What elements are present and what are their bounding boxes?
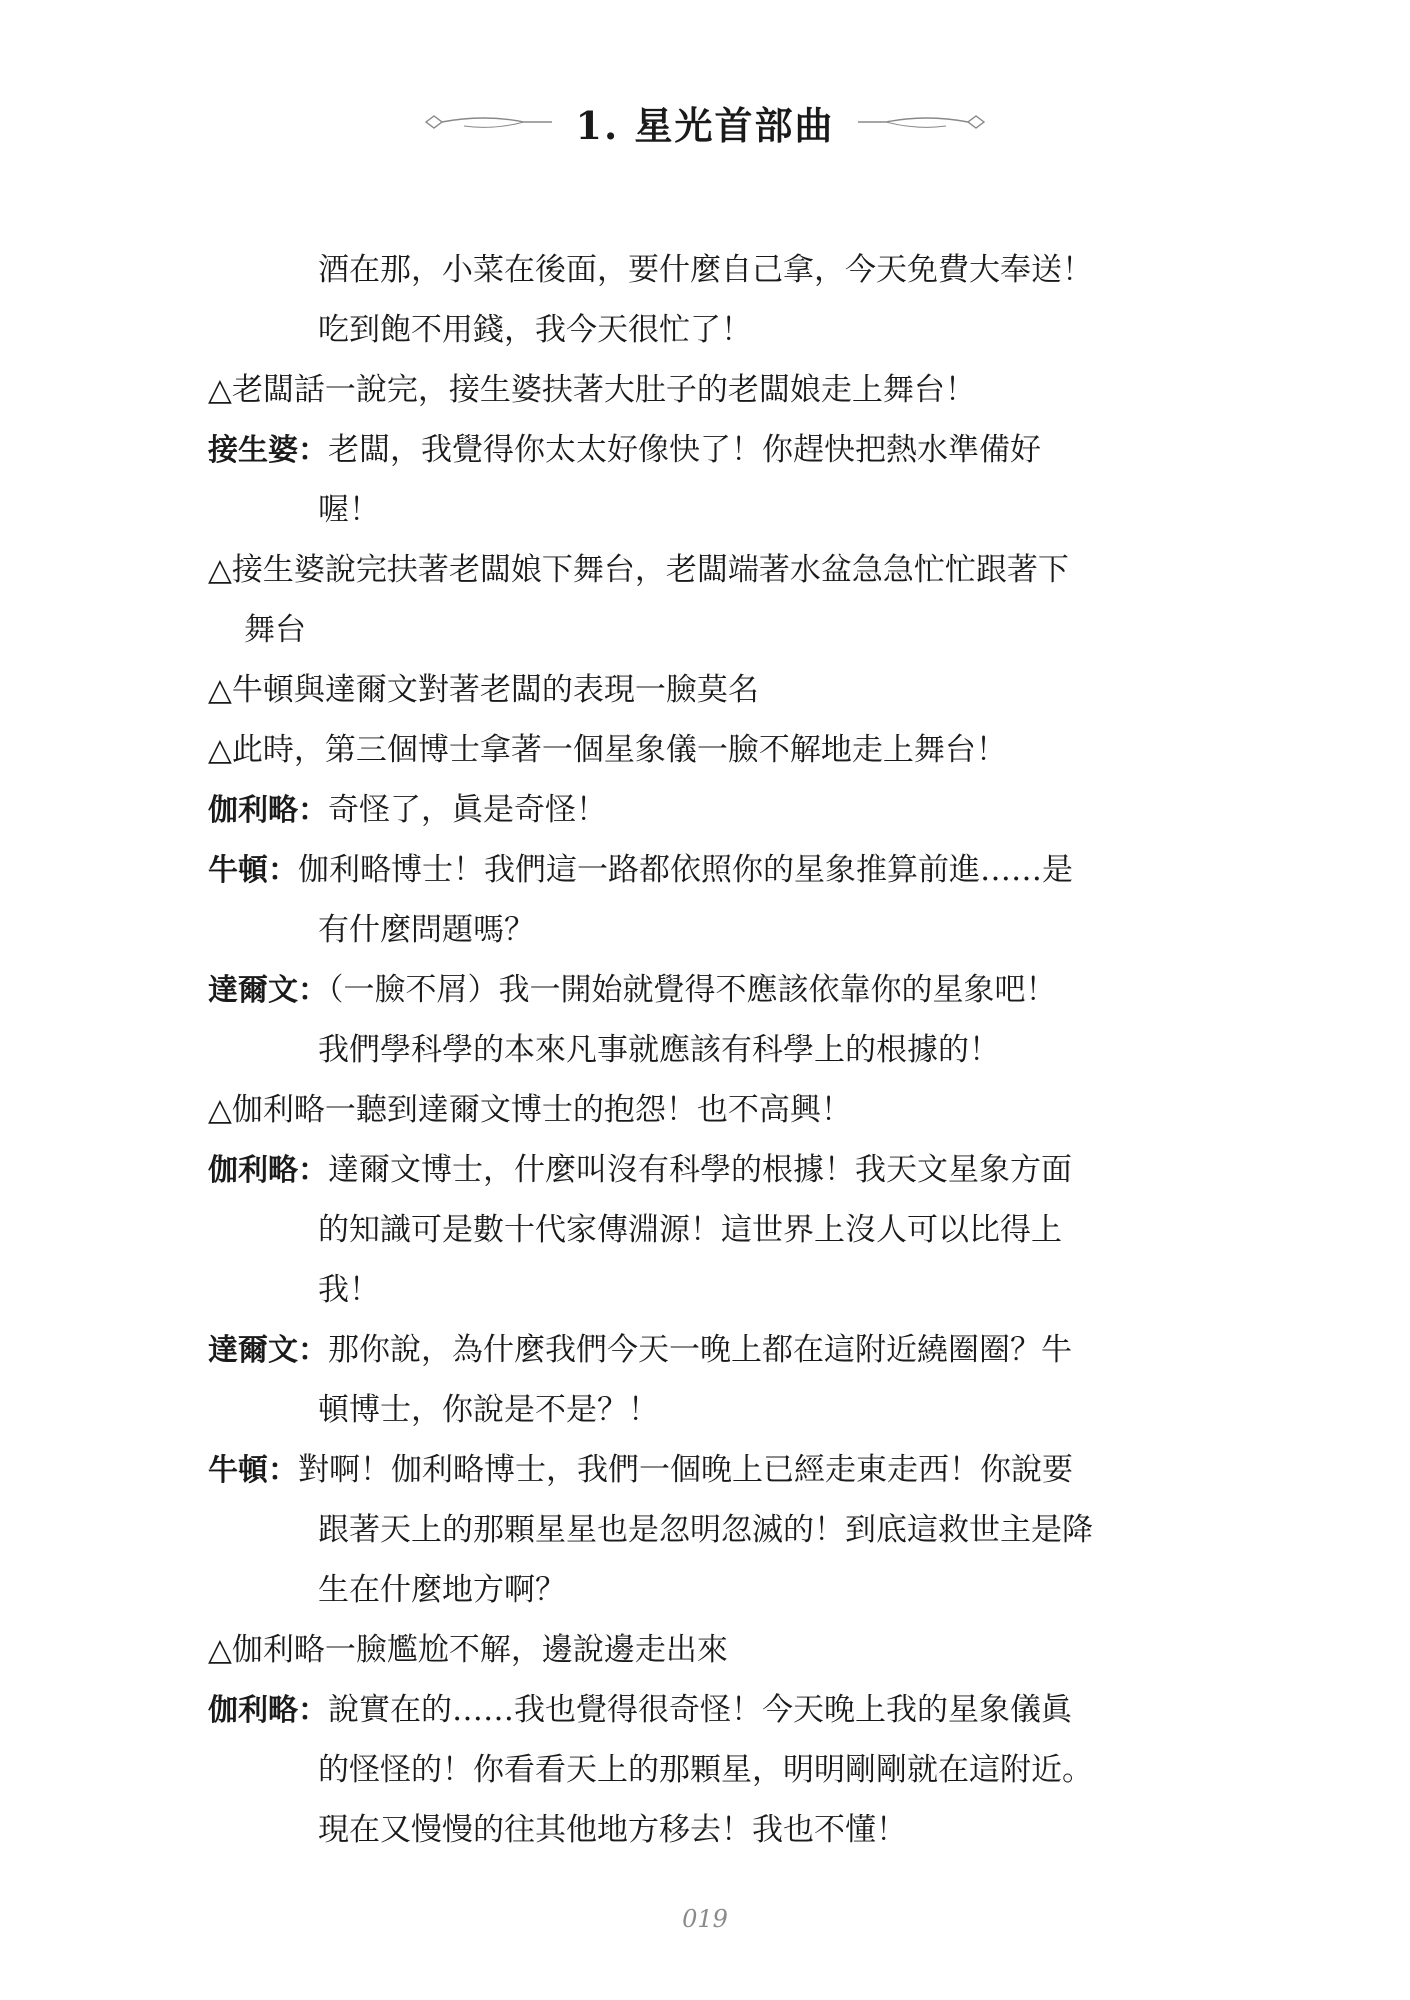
line-text: （一臉不屑）我一開始就覺得不應該依靠你的星象吧！ xyxy=(328,972,1057,1008)
speaker-name: 達爾文 xyxy=(208,1333,298,1368)
speaker-colon: ： xyxy=(268,853,298,888)
speaker-colon: ： xyxy=(268,1453,298,1488)
line-text: 那你說，為什麼我們今天一晚上都在這附近繞圈圈？牛 xyxy=(328,1332,1072,1368)
line-text: 的怪怪的！你看看天上的那顆星，明明剛剛就在這附近。 xyxy=(318,1752,1093,1788)
right-ornament-icon xyxy=(856,112,986,132)
speaker-name: 接生婆 xyxy=(208,433,298,468)
line-text: 生在什麼地方啊？ xyxy=(318,1572,566,1608)
script-line xyxy=(208,1500,1238,1560)
stage-direction xyxy=(208,360,1238,420)
speaker-colon: ： xyxy=(298,1333,328,1368)
script-line xyxy=(208,1800,1238,1860)
line-text: 舞台 xyxy=(244,612,306,648)
stage-direction xyxy=(208,660,1238,720)
line-text: 老闆，我覺得你太太好像快了！你趕快把熱水準備好 xyxy=(328,432,1041,468)
line-text: 現在又慢慢的往其他地方移去！我也不懂！ xyxy=(318,1812,907,1848)
speaker-colon: ： xyxy=(298,433,328,468)
stage-direction xyxy=(208,1080,1238,1140)
line-text: 我們學科學的本來凡事就應該有科學上的根據的！ xyxy=(318,1032,1000,1068)
script-line xyxy=(208,1200,1238,1260)
line-text: 跟著天上的那顆星星也是忽明忽滅的！到底這救世主是降 xyxy=(318,1512,1093,1548)
line-text: 奇怪了，眞是奇怪！ xyxy=(328,792,607,828)
script-line xyxy=(208,300,1238,360)
line-text: 達爾文博士，什麼叫沒有科學的根據！我天文星象方面 xyxy=(328,1152,1072,1188)
line-text: 喔！ xyxy=(318,492,380,528)
line-text: △伽利略一聽到達爾文博士的抱怨！也不高興！ xyxy=(208,1092,852,1128)
speaker-colon: ： xyxy=(298,1153,328,1188)
line-text: 說實在的……我也覺得很奇怪！今天晚上我的星象儀眞 xyxy=(328,1692,1072,1728)
speaker-colon: ： xyxy=(298,1693,328,1728)
dialogue-line xyxy=(208,1140,1238,1200)
speaker-name: 伽利略 xyxy=(208,1153,298,1188)
stage-direction xyxy=(208,1620,1238,1680)
speaker-name: 伽利略 xyxy=(208,793,298,828)
dialogue-line xyxy=(208,1320,1238,1380)
dialogue-line xyxy=(208,1440,1238,1500)
script-line xyxy=(208,240,1238,300)
dialogue-line xyxy=(208,1680,1238,1740)
line-text: 的知識可是數十代家傳淵源！這世界上沒人可以比得上 xyxy=(318,1212,1062,1248)
stage-direction xyxy=(208,720,1238,780)
script-body xyxy=(208,240,1238,1860)
dialogue-line xyxy=(208,960,1238,1020)
line-text: 我！ xyxy=(318,1272,380,1308)
line-text: △牛頓與達爾文對著老闆的表現一臉莫名 xyxy=(208,672,759,708)
line-text: 伽利略博士！我們這一路都依照你的星象推算前進……是 xyxy=(298,852,1073,888)
dialogue-line xyxy=(208,840,1238,900)
page-number: 019 xyxy=(682,1905,728,1933)
script-line xyxy=(208,1380,1238,1440)
speaker-name: 牛頓 xyxy=(208,1453,268,1488)
speaker-name: 伽利略 xyxy=(208,1693,298,1728)
script-line xyxy=(208,1560,1238,1620)
line-text: △伽利略一臉尷尬不解，邊說邊走出來 xyxy=(208,1632,728,1668)
script-line xyxy=(208,600,1238,660)
speaker-colon: ： xyxy=(298,793,328,828)
script-line xyxy=(208,900,1238,960)
line-text: 頓博士，你說是不是？！ xyxy=(318,1392,659,1428)
script-line xyxy=(208,1020,1238,1080)
speaker-colon: ： xyxy=(298,973,328,1008)
line-text: △老闆話一說完，接生婆扶著大肚子的老闆娘走上舞台！ xyxy=(208,372,976,408)
line-text: 酒在那，小菜在後面，要什麼自己拿，今天免費大奉送！ xyxy=(318,252,1093,288)
line-text: 吃到飽不用錢，我今天很忙了！ xyxy=(318,312,752,348)
speaker-name: 達爾文 xyxy=(208,973,298,1008)
chapter-title: 1. 星光首部曲 xyxy=(575,102,835,148)
line-text: △此時，第三個博士拿著一個星象儀一臉不解地走上舞台！ xyxy=(208,732,1007,768)
line-text: 對啊！伽利略博士，我們一個晚上已經走東走西！你說要 xyxy=(298,1452,1073,1488)
left-ornament-icon xyxy=(424,112,554,132)
dialogue-line xyxy=(208,420,1238,480)
dialogue-line xyxy=(208,780,1238,840)
script-line xyxy=(208,480,1238,540)
line-text: △接生婆說完扶著老闆娘下舞台，老闆端著水盆急急忙忙跟著下 xyxy=(208,552,1069,588)
stage-direction xyxy=(208,540,1238,600)
chapter-header xyxy=(0,92,1410,152)
script-line xyxy=(208,1260,1238,1320)
line-text: 有什麼問題嗎？ xyxy=(318,912,535,948)
script-line xyxy=(208,1740,1238,1800)
speaker-name: 牛頓 xyxy=(208,853,268,888)
